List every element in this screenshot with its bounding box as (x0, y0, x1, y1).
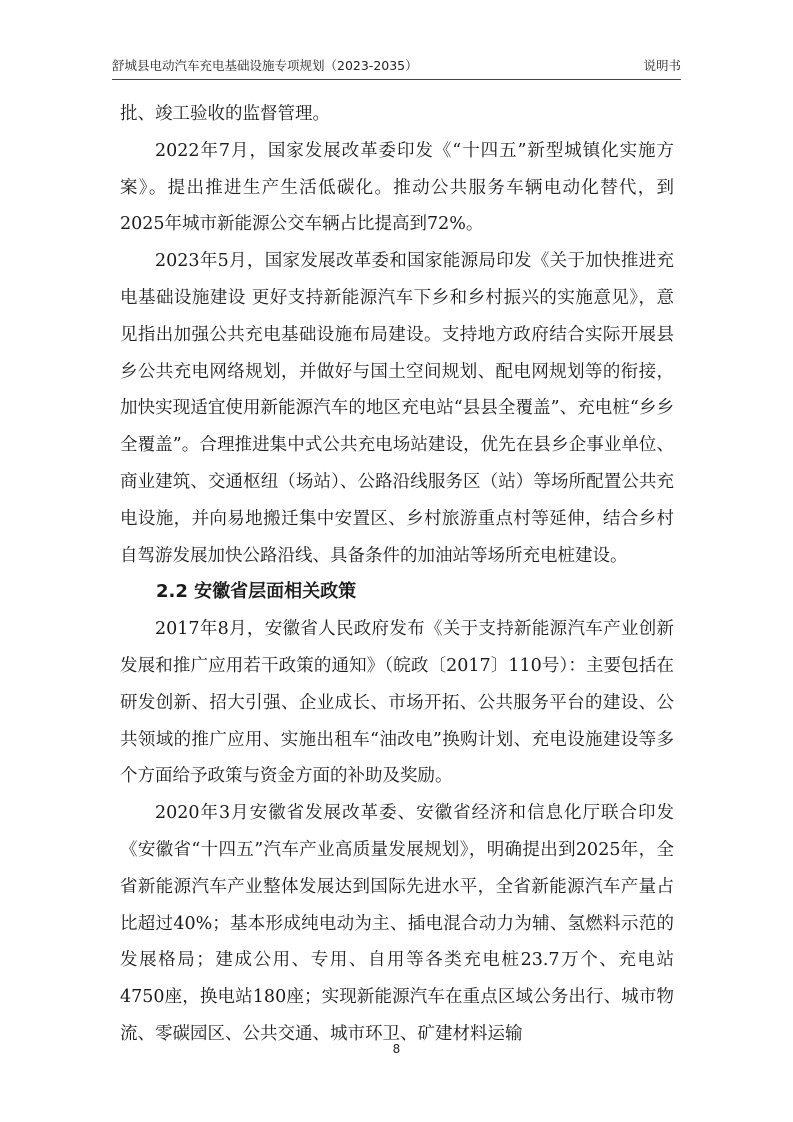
page-number: 8 (392, 1042, 401, 1056)
section-heading-anhui-policy: 2.2 安徽省层面相关政策 (156, 581, 357, 603)
paragraph-2017-anhui-notice: 2017年8月，安徽省人民政府发布《关于支持新能源汽车产业创新发展和推广应用若干政策的通知》（皖政〔2017〕110号）：主要包括在研发创新、招大引强、企业成长、市场开拓、公共服务平台的建设、公共领域的推广应用、实施出租车“油改电”换购计划、充电设施建设等多个方面给予政策与资金方面的补助及奖励。 (120, 619, 674, 787)
header-rule (112, 79, 681, 80)
paragraph-continuation: 批、竣工验收的监督管理。 (120, 104, 330, 124)
page-header (112, 56, 681, 76)
section-label: 说明书 (643, 58, 681, 73)
document-title: 舒城县电动汽车充电基础设施专项规划（2023-2035） (112, 58, 418, 73)
paragraph-2022-urbanization: 2022年7月，国家发展改革委印发《“十四五”新型城镇化实施方案》。提出推进生产生活低碳化。推动公共服务车辆电动化替代，到2025年城市新能源公交车辆占比提高到72%。 (120, 140, 674, 235)
paragraph-2023-rural-charging: 2023年5月，国家发展改革委和国家能源局印发《关于加快推进充电基础设施建设 更好支持新能源汽车下乡和乡村振兴的实施意见》，意见指出加强公共充电基础设施布局建设。支持地方政府结合实际开展县乡公共充电网络规划，并做好与国土空间规划、配电网规划等的衔接，加快实现适宜使用新能源汽车的地区充电站“县县全覆盖”、充电桩“乡乡全覆盖”。合理推进集中式公共充电场站建设，优先在县乡企事业单位、商业建筑、交通枢纽（场站）、公路沿线服务区（站）等场所配置公共充电设施，并向易地搬迁集中安置区、乡村旅游重点村等延伸，结合乡村自驾游发展加快公路沿线、具备条件的加油站等场所充电桩建设。 (120, 251, 674, 566)
paragraph-2020-anhui-plan: 2020年3月安徽省发展改革委、安徽省经济和信息化厅联合印发《安徽省“十四五”汽车产业高质量发展规划》，明确提出到2025年，全省新能源汽车产业整体发展达到国际先进水平，全省新能源汽车产量占比超过40%；基本形成纯电动为主、插电混合动力为辅、氢燃料示范的发展格局；建成公用、专用、自用等各类充电桩23.7万个、充电站4750座，换电站180座；实现新能源汽车在重点区域公务出行、城市物流、零碳园区、公共交通、城市环卫、矿建材料运输 (120, 803, 674, 1044)
page-body (120, 96, 674, 1053)
